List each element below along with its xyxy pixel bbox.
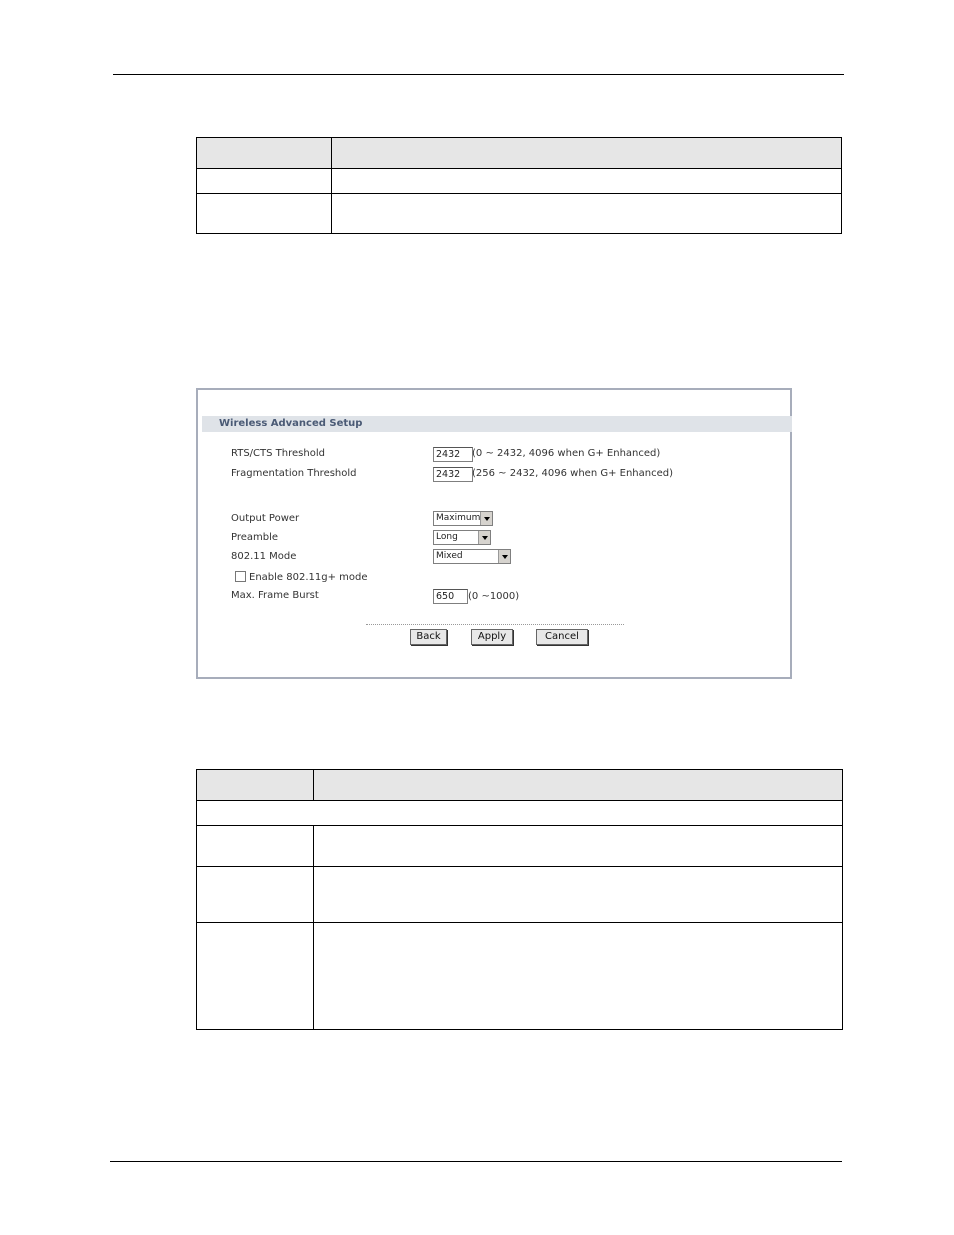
footer-rule bbox=[110, 1161, 842, 1162]
output-power-label: Output Power bbox=[231, 513, 300, 524]
max-frame-burst-label: Max. Frame Burst bbox=[231, 590, 319, 601]
table-header-row bbox=[197, 138, 842, 169]
back-button[interactable]: Back bbox=[410, 629, 447, 645]
table-cell bbox=[314, 923, 843, 1030]
mode-value: Mixed bbox=[436, 551, 463, 561]
fragmentation-threshold-label: Fragmentation Threshold bbox=[231, 468, 357, 479]
table-row bbox=[197, 867, 843, 923]
rts-threshold-label: RTS/CTS Threshold bbox=[231, 448, 325, 459]
preamble-select[interactable] bbox=[433, 530, 491, 545]
rts-threshold-input[interactable]: 2432 bbox=[433, 447, 473, 462]
fragmentation-threshold-hint: (256 ~ 2432, 4096 when G+ Enhanced) bbox=[472, 468, 674, 479]
table-cell bbox=[197, 194, 332, 234]
table-header-cell-description bbox=[314, 770, 843, 801]
field-description-table-top bbox=[196, 137, 842, 234]
header-rule bbox=[113, 74, 844, 75]
table-row bbox=[197, 194, 842, 234]
enable-g-plus-checkbox[interactable] bbox=[235, 571, 246, 582]
table-section-row bbox=[197, 801, 843, 826]
chevron-down-icon bbox=[480, 512, 492, 525]
field-description-table-bottom bbox=[196, 769, 843, 1030]
divider bbox=[366, 624, 624, 625]
cancel-button[interactable]: Cancel bbox=[536, 629, 588, 645]
max-frame-burst-hint: (0 ~1000) bbox=[468, 591, 520, 602]
preamble-label: Preamble bbox=[231, 532, 279, 543]
fragmentation-threshold-input[interactable]: 2432 bbox=[433, 467, 473, 482]
table-cell bbox=[197, 923, 314, 1030]
table-cell bbox=[314, 867, 843, 923]
max-frame-burst-input[interactable]: 650 bbox=[433, 589, 468, 604]
section-title: Wireless Advanced Setup bbox=[219, 418, 363, 429]
apply-button[interactable]: Apply bbox=[471, 629, 513, 645]
table-cell bbox=[197, 169, 332, 194]
mode-select[interactable] bbox=[433, 549, 511, 564]
wireless-advanced-setup-screenshot bbox=[196, 388, 792, 679]
table-cell bbox=[197, 867, 314, 923]
table-row bbox=[197, 826, 843, 867]
table-header-cell-label bbox=[197, 770, 314, 801]
table-cell bbox=[332, 169, 842, 194]
chevron-down-icon bbox=[498, 550, 510, 563]
section-title-bar bbox=[202, 416, 792, 432]
table-cell bbox=[197, 801, 843, 826]
table-header-row bbox=[197, 770, 843, 801]
table-cell bbox=[314, 826, 843, 867]
table-header-cell-label bbox=[197, 138, 332, 169]
output-power-select[interactable] bbox=[433, 511, 493, 526]
table-cell bbox=[197, 826, 314, 867]
table-row bbox=[197, 923, 843, 1030]
table-row bbox=[197, 169, 842, 194]
table-cell bbox=[332, 194, 842, 234]
enable-g-plus-label: Enable 802.11g+ mode bbox=[249, 572, 368, 583]
output-power-value: Maximum bbox=[436, 513, 481, 523]
preamble-value: Long bbox=[436, 532, 458, 542]
table-header-cell-description bbox=[332, 138, 842, 169]
mode-label: 802.11 Mode bbox=[231, 551, 297, 562]
rts-threshold-hint: (0 ~ 2432, 4096 when G+ Enhanced) bbox=[472, 448, 661, 459]
chevron-down-icon bbox=[478, 531, 490, 544]
